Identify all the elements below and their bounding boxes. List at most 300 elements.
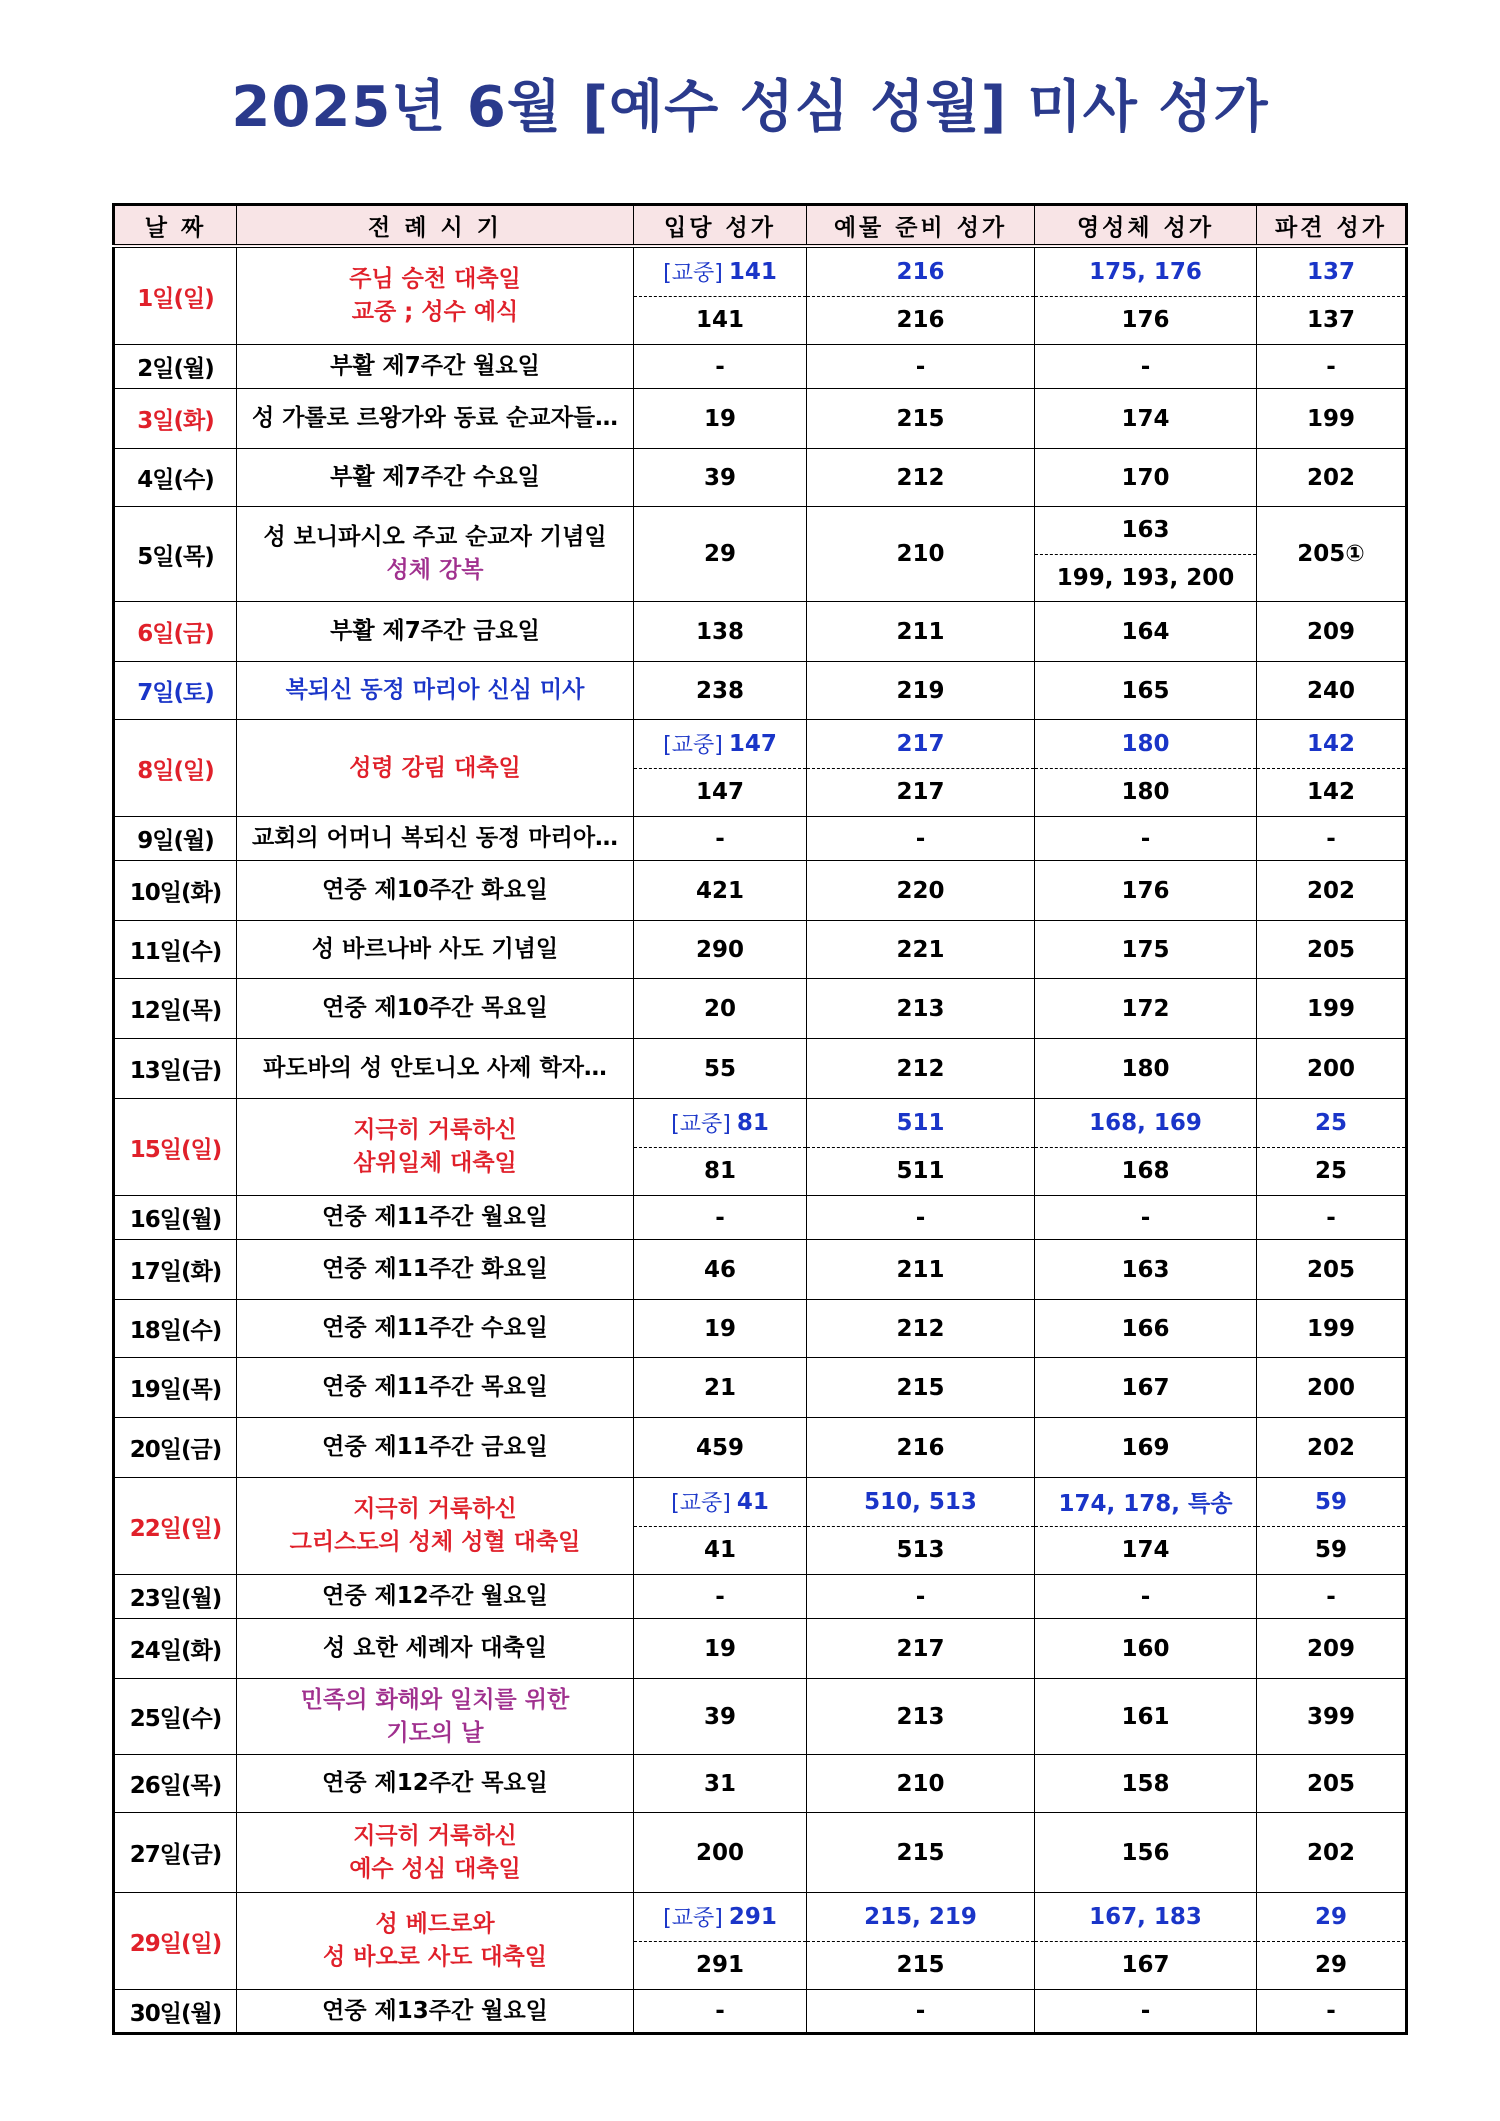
cell-recessional-hymn: 199 <box>1257 979 1407 1039</box>
split-cell <box>807 1478 1034 1574</box>
cell-entrance-hymn: 238 <box>634 662 807 720</box>
cell-offertory-hymn: 221 <box>807 921 1035 979</box>
other-mass-value: 147 <box>695 779 744 806</box>
main-mass-value: 174, 178, 특송 <box>1035 1478 1256 1527</box>
cell-communion-hymn <box>1035 720 1257 817</box>
main-mass-value: 59 <box>1257 1478 1405 1527</box>
header-recessional-hymn: 파견 성가 <box>1257 205 1407 247</box>
main-mass-value <box>634 248 806 297</box>
cell-date: 9일(월) <box>114 817 237 861</box>
cell-entrance-hymn: 290 <box>634 921 807 979</box>
main-mass-value: 137 <box>1257 248 1405 297</box>
cell-entrance-hymn: 46 <box>634 1240 807 1300</box>
main-mass-value: 29 <box>1257 1893 1405 1942</box>
cell-entrance-hymn: 39 <box>634 1679 807 1755</box>
table-header-row <box>114 205 1407 247</box>
cell-entrance-hymn: 31 <box>634 1755 807 1813</box>
cell-liturgical-day <box>237 1575 634 1619</box>
cell-liturgical-day <box>237 979 634 1039</box>
main-mass-tag: [교중] <box>663 733 723 759</box>
liturgical-day-line: 성 바오로 사도 대축일 <box>323 1944 547 1970</box>
cell-entrance-hymn: 21 <box>634 1358 807 1418</box>
main-mass-hymn: 291 <box>728 1903 777 1930</box>
liturgical-day-line: 민족의 화해와 일치를 위한 <box>300 1686 570 1713</box>
cell-recessional-hymn: - <box>1257 1575 1407 1619</box>
cell-liturgical-day <box>237 1240 634 1300</box>
other-mass-value: 511 <box>896 1158 945 1185</box>
liturgical-day-line: 성령 강림 대축일 <box>349 754 521 781</box>
cell-offertory-hymn: 217 <box>807 1619 1035 1679</box>
split-cell <box>1257 1478 1405 1574</box>
cell-date: 5일(목) <box>114 507 237 602</box>
cell-date: 6일(금) <box>114 602 237 662</box>
liturgical-day-line: 성 가롤로 르왕가와 동료 순교자들… <box>251 405 619 431</box>
hymn-schedule-table <box>112 203 1408 2035</box>
cell-date: 10일(화) <box>114 861 237 921</box>
liturgical-day-line: 주님 승천 대축일 <box>349 266 521 292</box>
cell-liturgical-day <box>237 1099 634 1196</box>
cell-offertory-hymn: - <box>807 1990 1035 2034</box>
communion-value: 163 <box>1035 507 1256 555</box>
cell-recessional-hymn: - <box>1257 1196 1407 1240</box>
cell-recessional-hymn: 205 <box>1257 921 1407 979</box>
main-mass-hymn: 81 <box>736 1109 769 1136</box>
cell-entrance-hymn <box>634 1893 807 1990</box>
liturgical-day-line: 기도의 날 <box>386 1719 484 1746</box>
table-row <box>114 389 1407 449</box>
cell-offertory-hymn <box>807 1478 1035 1575</box>
table-row <box>114 861 1407 921</box>
cell-offertory-hymn: - <box>807 345 1035 389</box>
liturgical-day-line: 연중 제10주간 화요일 <box>322 877 548 903</box>
cell-liturgical-day <box>237 1813 634 1893</box>
cell-offertory-hymn <box>807 1099 1035 1196</box>
cell-offertory-hymn: 220 <box>807 861 1035 921</box>
liturgical-day-line: 지극히 거룩하신 <box>353 1496 517 1522</box>
cell-liturgical-day <box>237 1990 634 2034</box>
split-cell <box>807 1893 1034 1989</box>
cell-recessional-hymn: 202 <box>1257 449 1407 507</box>
cell-entrance-hymn: - <box>634 345 807 389</box>
cell-offertory-hymn: 219 <box>807 662 1035 720</box>
cell-date: 26일(목) <box>114 1755 237 1813</box>
header-liturgical-season: 전 례 시 기 <box>237 205 634 247</box>
main-mass-value: 511 <box>807 1099 1034 1148</box>
cell-date: 20일(금) <box>114 1418 237 1478</box>
cell-date: 17일(화) <box>114 1240 237 1300</box>
main-mass-value <box>634 720 806 769</box>
cell-date: 2일(월) <box>114 345 237 389</box>
cell-communion-hymn: 156 <box>1035 1813 1257 1893</box>
cell-recessional-hymn: - <box>1257 1990 1407 2034</box>
split-cell <box>1035 1478 1256 1574</box>
split-cell <box>1035 1099 1256 1195</box>
table-row <box>114 1619 1407 1679</box>
cell-date: 12일(목) <box>114 979 237 1039</box>
cell-liturgical-day <box>237 1679 634 1755</box>
cell-entrance-hymn: - <box>634 817 807 861</box>
cell-liturgical-day <box>237 507 634 602</box>
liturgical-day-line: 연중 제11주간 수요일 <box>322 1315 548 1341</box>
cell-communion-hymn: 167 <box>1035 1358 1257 1418</box>
split-cell <box>807 1099 1034 1195</box>
other-mass-value: 137 <box>1306 307 1355 334</box>
other-mass-value: 215 <box>896 1952 945 1979</box>
main-mass-value: 142 <box>1257 720 1405 769</box>
cell-communion-hymn: 175 <box>1035 921 1257 979</box>
main-mass-value: 168, 169 <box>1035 1099 1256 1148</box>
cell-communion-hymn: 170 <box>1035 449 1257 507</box>
liturgical-day-line: 예수 성심 대축일 <box>349 1855 521 1882</box>
split-cell <box>1257 1893 1405 1989</box>
cell-liturgical-day <box>237 921 634 979</box>
cell-communion-hymn <box>1035 1893 1257 1990</box>
header-offertory-hymn: 예물 준비 성가 <box>807 205 1035 247</box>
table-row <box>114 1358 1407 1418</box>
split-cell <box>634 248 806 344</box>
table-row <box>114 246 1407 345</box>
cell-entrance-hymn: - <box>634 1196 807 1240</box>
cell-recessional-hymn: 200 <box>1257 1358 1407 1418</box>
main-mass-value: 217 <box>807 720 1034 769</box>
cell-liturgical-day <box>237 1418 634 1478</box>
table-row <box>114 1478 1407 1575</box>
cell-recessional-hymn: 202 <box>1257 1813 1407 1893</box>
main-mass-tag: [교중] <box>663 1906 723 1932</box>
cell-liturgical-day <box>237 1300 634 1358</box>
cell-communion-hymn: - <box>1035 1196 1257 1240</box>
other-mass-value: 180 <box>1121 779 1170 806</box>
cell-entrance-hymn: 20 <box>634 979 807 1039</box>
other-mass-value: 59 <box>1314 1537 1347 1564</box>
cell-entrance-hymn: 421 <box>634 861 807 921</box>
cell-communion-hymn: 165 <box>1035 662 1257 720</box>
other-mass-value: 217 <box>896 779 945 806</box>
table-row <box>114 1679 1407 1755</box>
liturgical-day-line: 연중 제12주간 월요일 <box>322 1583 548 1609</box>
cell-offertory-hymn: 211 <box>807 602 1035 662</box>
liturgical-day-line: 교중 ; 성수 예식 <box>351 299 519 325</box>
table-row <box>114 1240 1407 1300</box>
cell-entrance-hymn <box>634 1478 807 1575</box>
other-mass-value: 168 <box>1121 1158 1170 1185</box>
cell-recessional-hymn: - <box>1257 345 1407 389</box>
cell-liturgical-day <box>237 1755 634 1813</box>
cell-communion-hymn: 164 <box>1035 602 1257 662</box>
other-mass-value: 41 <box>703 1537 736 1564</box>
cell-offertory-hymn <box>807 246 1035 345</box>
other-mass-value: 81 <box>703 1158 736 1185</box>
cell-communion-hymn: 176 <box>1035 861 1257 921</box>
liturgical-day-line: 교회의 어머니 복되신 동정 마리아… <box>251 825 619 851</box>
liturgical-day-line: 부활 제7주간 금요일 <box>330 618 540 644</box>
cell-offertory-hymn: 216 <box>807 1418 1035 1478</box>
split-cell <box>1257 1099 1405 1195</box>
cell-communion-hymn: 172 <box>1035 979 1257 1039</box>
table-row <box>114 1039 1407 1099</box>
split-cell <box>1257 248 1405 344</box>
cell-date: 23일(월) <box>114 1575 237 1619</box>
cell-date: 15일(일) <box>114 1099 237 1196</box>
liturgical-day-line: 연중 제10주간 목요일 <box>322 995 548 1021</box>
liturgical-day-line: 연중 제13주간 월요일 <box>322 1997 548 2024</box>
cell-date: 22일(일) <box>114 1478 237 1575</box>
other-mass-value: 291 <box>695 1952 744 1979</box>
liturgical-day-line: 연중 제11주간 화요일 <box>322 1256 548 1282</box>
cell-communion-hymn: 160 <box>1035 1619 1257 1679</box>
split-cell <box>1035 507 1256 601</box>
liturgical-day-line: 지극히 거룩하신 <box>353 1117 517 1143</box>
table-row <box>114 1990 1407 2034</box>
cell-offertory-hymn: 212 <box>807 1300 1035 1358</box>
cell-communion-hymn <box>1035 1478 1257 1575</box>
table-row <box>114 1196 1407 1240</box>
cell-recessional-hymn: - <box>1257 817 1407 861</box>
other-mass-value: 176 <box>1121 307 1170 334</box>
other-mass-value: 216 <box>896 307 945 334</box>
other-mass-value: 174 <box>1121 1537 1170 1564</box>
cell-recessional-hymn: 199 <box>1257 1300 1407 1358</box>
cell-communion-hymn: - <box>1035 345 1257 389</box>
table-row <box>114 1418 1407 1478</box>
cell-date: 4일(수) <box>114 449 237 507</box>
cell-liturgical-day <box>237 1196 634 1240</box>
cell-date: 27일(금) <box>114 1813 237 1893</box>
cell-date: 18일(수) <box>114 1300 237 1358</box>
cell-communion-hymn <box>1035 246 1257 345</box>
main-mass-value: 167, 183 <box>1035 1893 1256 1942</box>
other-mass-value: 167 <box>1121 1952 1170 1979</box>
cell-offertory-hymn: - <box>807 817 1035 861</box>
liturgical-day-line: 성 베드로와 <box>375 1911 495 1937</box>
cell-recessional-hymn: 202 <box>1257 1418 1407 1478</box>
cell-communion-hymn: 180 <box>1035 1039 1257 1099</box>
cell-recessional-hymn: 205 <box>1257 1755 1407 1813</box>
cell-liturgical-day <box>237 345 634 389</box>
liturgical-day-line: 파도바의 성 안토니오 사제 학자… <box>263 1055 607 1081</box>
cell-liturgical-day <box>237 1478 634 1575</box>
cell-communion-hymn <box>1035 507 1257 602</box>
split-cell <box>1035 1893 1256 1989</box>
header-date: 날 짜 <box>114 205 237 247</box>
liturgical-day-line: 연중 제12주간 목요일 <box>322 1770 548 1796</box>
cell-offertory-hymn: 210 <box>807 507 1035 602</box>
liturgical-day-line: 부활 제7주간 수요일 <box>330 464 540 490</box>
cell-date: 11일(수) <box>114 921 237 979</box>
cell-date: 16일(월) <box>114 1196 237 1240</box>
table-row <box>114 921 1407 979</box>
cell-entrance-hymn: 55 <box>634 1039 807 1099</box>
liturgical-day-line: 연중 제11주간 월요일 <box>322 1204 548 1230</box>
cell-entrance-hymn: 138 <box>634 602 807 662</box>
split-cell <box>807 248 1034 344</box>
main-mass-value: 215, 219 <box>807 1893 1034 1942</box>
liturgical-day-line: 성체 강복 <box>386 557 484 583</box>
header-communion-hymn: 영성체 성가 <box>1035 205 1257 247</box>
benediction-value: 199, 193, 200 <box>1056 564 1235 591</box>
cell-offertory-hymn: 215 <box>807 1358 1035 1418</box>
main-mass-hymn: 141 <box>728 258 777 285</box>
cell-offertory-hymn <box>807 720 1035 817</box>
liturgical-day-line: 복되신 동정 마리아 신심 미사 <box>285 677 585 703</box>
split-cell <box>807 720 1034 816</box>
cell-date: 13일(금) <box>114 1039 237 1099</box>
cell-offertory-hymn: 211 <box>807 1240 1035 1300</box>
cell-entrance-hymn: 200 <box>634 1813 807 1893</box>
cell-entrance-hymn <box>634 720 807 817</box>
cell-liturgical-day <box>237 602 634 662</box>
cell-liturgical-day <box>237 817 634 861</box>
other-mass-value: 29 <box>1314 1952 1347 1979</box>
main-mass-hymn: 41 <box>736 1488 769 1515</box>
cell-communion-hymn: 166 <box>1035 1300 1257 1358</box>
liturgical-day-line: 삼위일체 대축일 <box>353 1150 517 1176</box>
split-cell <box>1035 720 1256 816</box>
table-row <box>114 345 1407 389</box>
table-row <box>114 507 1407 602</box>
cell-entrance-hymn: - <box>634 1990 807 2034</box>
main-mass-value: 180 <box>1035 720 1256 769</box>
liturgical-day-line: 성 바르나바 사도 기념일 <box>311 936 559 962</box>
cell-recessional-hymn: 205① <box>1257 507 1407 602</box>
cell-recessional-hymn <box>1257 1478 1407 1575</box>
cell-entrance-hymn: 19 <box>634 389 807 449</box>
cell-offertory-hymn: 215 <box>807 389 1035 449</box>
cell-liturgical-day <box>237 662 634 720</box>
cell-offertory-hymn: 212 <box>807 449 1035 507</box>
table-row <box>114 602 1407 662</box>
cell-entrance-hymn <box>634 246 807 345</box>
table-row <box>114 1755 1407 1813</box>
cell-entrance-hymn: 19 <box>634 1300 807 1358</box>
other-mass-value: 513 <box>896 1537 945 1564</box>
cell-liturgical-day <box>237 1358 634 1418</box>
cell-liturgical-day <box>237 1893 634 1990</box>
cell-communion-hymn: 174 <box>1035 389 1257 449</box>
liturgical-day-line: 그리스도의 성체 성혈 대축일 <box>289 1529 581 1555</box>
cell-recessional-hymn: 240 <box>1257 662 1407 720</box>
main-mass-value <box>634 1893 806 1942</box>
cell-liturgical-day <box>237 449 634 507</box>
cell-liturgical-day <box>237 1039 634 1099</box>
liturgical-day-line: 성 요한 세례자 대축일 <box>323 1635 547 1661</box>
cell-recessional-hymn: 209 <box>1257 1619 1407 1679</box>
cell-communion-hymn: - <box>1035 817 1257 861</box>
cell-offertory-hymn: 212 <box>807 1039 1035 1099</box>
cell-communion-hymn: 161 <box>1035 1679 1257 1755</box>
cell-date: 8일(일) <box>114 720 237 817</box>
cell-recessional-hymn <box>1257 720 1407 817</box>
cell-recessional-hymn <box>1257 1893 1407 1990</box>
cell-communion-hymn <box>1035 1099 1257 1196</box>
liturgical-day-line: 지극히 거룩하신 <box>353 1822 517 1849</box>
table-row <box>114 662 1407 720</box>
cell-entrance-hymn: 19 <box>634 1619 807 1679</box>
cell-recessional-hymn: 200 <box>1257 1039 1407 1099</box>
cell-offertory-hymn: - <box>807 1575 1035 1619</box>
cell-entrance-hymn: 39 <box>634 449 807 507</box>
cell-communion-hymn: - <box>1035 1990 1257 2034</box>
liturgical-day-line: 연중 제11주간 금요일 <box>322 1434 548 1460</box>
cell-liturgical-day <box>237 720 634 817</box>
other-mass-value: 141 <box>695 307 744 334</box>
cell-entrance-hymn: 29 <box>634 507 807 602</box>
cell-offertory-hymn: 210 <box>807 1755 1035 1813</box>
main-mass-tag: [교중] <box>671 1112 731 1138</box>
cell-date: 1일(일) <box>114 246 237 345</box>
cell-entrance-hymn: 459 <box>634 1418 807 1478</box>
table-row <box>114 1099 1407 1196</box>
cell-date: 29일(일) <box>114 1893 237 1990</box>
cell-communion-hymn: - <box>1035 1575 1257 1619</box>
cell-liturgical-day <box>237 246 634 345</box>
table-row <box>114 1300 1407 1358</box>
main-mass-value: 216 <box>807 248 1034 297</box>
split-cell <box>634 1099 806 1195</box>
cell-recessional-hymn: 202 <box>1257 861 1407 921</box>
cell-liturgical-day <box>237 1619 634 1679</box>
cell-recessional-hymn: 205 <box>1257 1240 1407 1300</box>
main-mass-value: 25 <box>1257 1099 1405 1148</box>
table-row <box>114 720 1407 817</box>
header-entrance-hymn: 입당 성가 <box>634 205 807 247</box>
cell-recessional-hymn: 209 <box>1257 602 1407 662</box>
cell-offertory-hymn: 213 <box>807 1679 1035 1755</box>
main-mass-tag: [교중] <box>671 1491 731 1517</box>
split-cell <box>1035 248 1256 344</box>
split-cell <box>634 1893 806 1989</box>
split-cell <box>634 1478 806 1574</box>
other-mass-value: 142 <box>1306 779 1355 806</box>
cell-recessional-hymn: 399 <box>1257 1679 1407 1755</box>
table-row <box>114 1893 1407 1990</box>
cell-recessional-hymn <box>1257 246 1407 345</box>
cell-offertory-hymn: 213 <box>807 979 1035 1039</box>
cell-offertory-hymn <box>807 1893 1035 1990</box>
cell-recessional-hymn <box>1257 1099 1407 1196</box>
cell-date: 19일(목) <box>114 1358 237 1418</box>
main-mass-value: 175, 176 <box>1035 248 1256 297</box>
cell-liturgical-day <box>237 861 634 921</box>
cell-offertory-hymn: 215 <box>807 1813 1035 1893</box>
table-row <box>114 979 1407 1039</box>
main-mass-tag: [교중] <box>663 261 723 287</box>
table-row <box>114 817 1407 861</box>
cell-communion-hymn: 158 <box>1035 1755 1257 1813</box>
table-body <box>114 246 1407 2034</box>
cell-date: 3일(화) <box>114 389 237 449</box>
liturgical-day-line: 연중 제11주간 목요일 <box>322 1374 548 1400</box>
liturgical-day-line: 성 보니파시오 주교 순교자 기념일 <box>263 524 607 550</box>
liturgical-day-line: 부활 제7주간 월요일 <box>330 353 540 379</box>
cell-date: 24일(화) <box>114 1619 237 1679</box>
cell-date: 25일(수) <box>114 1679 237 1755</box>
table-row <box>114 1813 1407 1893</box>
main-mass-value <box>634 1478 806 1527</box>
cell-entrance-hymn: - <box>634 1575 807 1619</box>
main-mass-hymn: 147 <box>728 730 777 757</box>
main-mass-value <box>634 1099 806 1148</box>
cell-date: 7일(토) <box>114 662 237 720</box>
table-row <box>114 1575 1407 1619</box>
cell-recessional-hymn: 199 <box>1257 389 1407 449</box>
split-cell <box>634 720 806 816</box>
page-title: 2025년 6월 [예수 성심 성월] 미사 성가 <box>231 75 1269 140</box>
cell-communion-hymn: 163 <box>1035 1240 1257 1300</box>
table-row <box>114 449 1407 507</box>
main-mass-value: 510, 513 <box>807 1478 1034 1527</box>
split-cell <box>1257 720 1405 816</box>
